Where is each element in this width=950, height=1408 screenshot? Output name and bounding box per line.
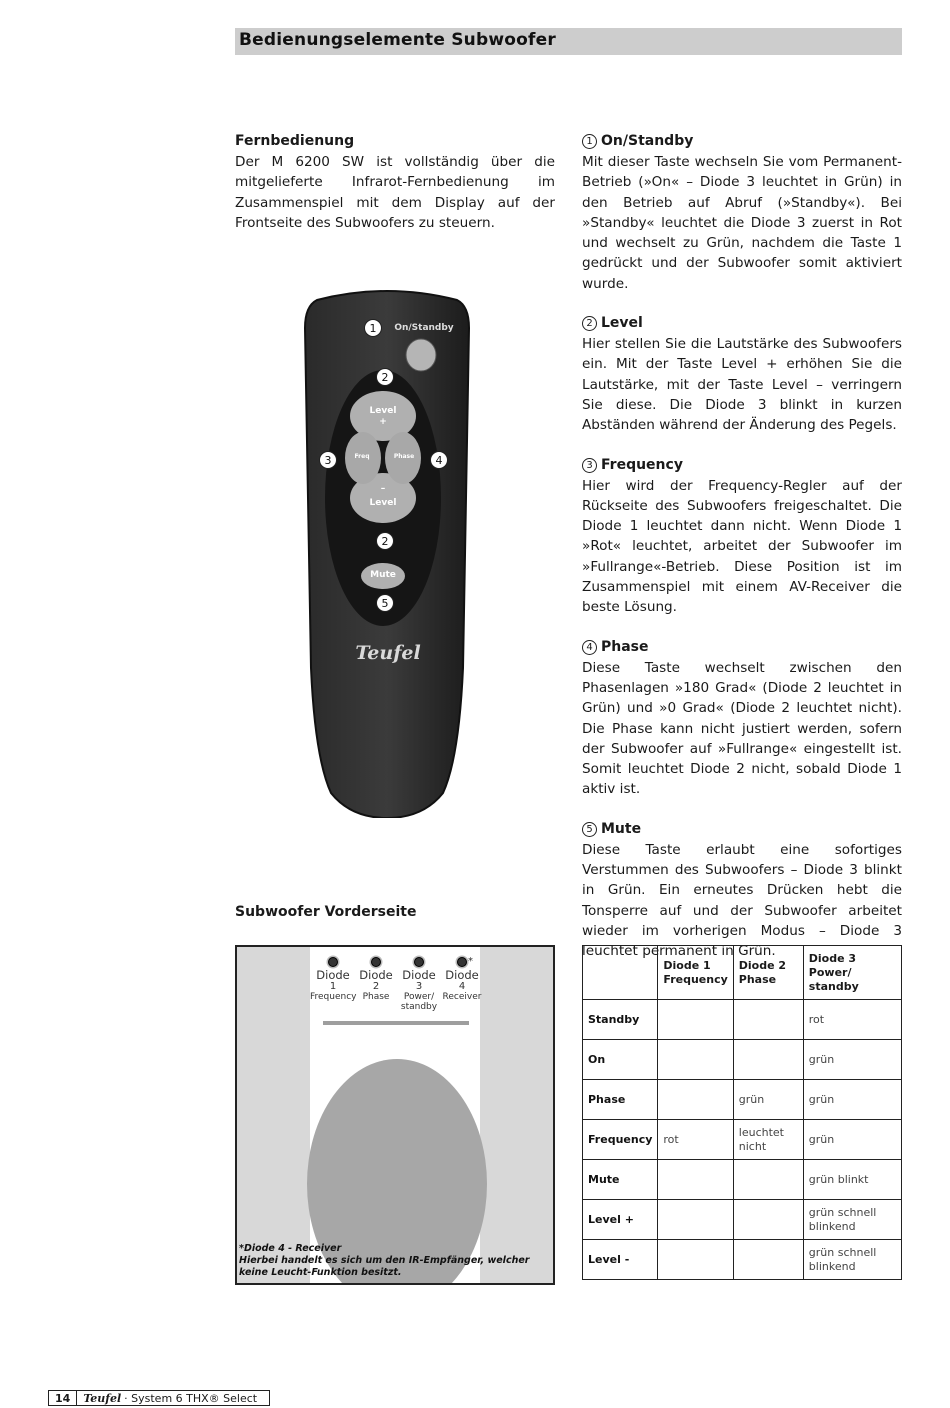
footnote-text: Hierbei handelt es sich um den IR-Empfänger, welcher keine Leucht-Funktion besitzt.	[239, 1255, 530, 1278]
section-level	[582, 314, 902, 435]
diode-4-number: 4	[458, 981, 466, 992]
table-cell	[658, 1040, 733, 1080]
section-title-on-standby: On/Standby	[601, 133, 694, 149]
row-label: Mute	[583, 1160, 658, 1200]
page-title: Bedienungselemente Subwoofer	[239, 30, 556, 50]
table-cell: grün blinkt	[803, 1160, 901, 1200]
panel-side-left	[237, 947, 310, 1283]
intro-title: Fernbedienung	[235, 133, 355, 149]
table-row	[583, 1200, 902, 1240]
front-panel-footnote	[239, 1243, 551, 1279]
button-descriptions	[582, 132, 902, 982]
remote-label-on-standby: On/Standby	[394, 323, 454, 333]
remote-label-level-plus: Level	[369, 406, 397, 416]
remote-callout-2-upper: 2	[376, 368, 394, 386]
page-number: 14	[49, 1391, 77, 1405]
remote-callout-3: 3	[319, 451, 337, 469]
diode-4	[439, 957, 485, 1002]
front-panel-title: Subwoofer Vorderseite	[235, 904, 417, 920]
section-on-standby	[582, 132, 902, 294]
footnote-title: *Diode 4 - Receiver	[239, 1243, 342, 1254]
table-cell	[733, 1240, 803, 1280]
table-row	[583, 1040, 902, 1080]
table-row	[583, 1160, 902, 1200]
table-header-row	[583, 946, 902, 1000]
table-cell	[658, 1200, 733, 1240]
diode-2-name: Diode	[359, 968, 393, 982]
diode-1-name: Diode	[316, 968, 350, 982]
section-text-mute: Diese Taste erlaubt eine sofortiges Verstummen des Subwoofers – Diode 3 blinkt in Grün. Ein erneutes Drücken hebt die Tonsperre auf und der Subwoofer arbeitet wieder im vorherigen Modus – Diode 3 leuchtet permanent in Grün.	[582, 841, 902, 960]
section-title-mute: Mute	[601, 820, 642, 837]
remote-callout-5: 5	[376, 594, 394, 612]
subwoofer-front-panel	[235, 945, 555, 1285]
remote-label-level-minus: Level	[369, 498, 397, 508]
row-label: Phase	[583, 1080, 658, 1120]
table-cell: grün	[803, 1120, 901, 1160]
remote-callout-1: 1	[364, 319, 382, 337]
diode-1-led	[328, 957, 338, 967]
section-text-frequency: Hier wird der Frequency-Regler auf der Rückseite des Subwoofers freigeschaltet. Die Diode 1 leuchtet dann nicht. Wenn Diode 1 »Rot« leuchtet, arbeitet der Subwoofer im »Fullrange«-Betrieb. Diese Position ist im Zusammenspiel mit einem AV-Receiver die beste Lösung.	[582, 477, 902, 616]
section-title-level: Level	[601, 315, 643, 332]
table-cell: grün	[733, 1080, 803, 1120]
table-cell	[733, 1000, 803, 1040]
section-frequency	[582, 456, 902, 618]
diode-1	[310, 957, 356, 1002]
diode-4-name: Diode	[445, 968, 479, 982]
diode-2	[353, 957, 399, 1002]
table-cell: leuchtet nicht	[733, 1120, 803, 1160]
section-text-phase: Diese Taste wechselt zwischen den Phasenlagen »180 Grad« (Diode 2 leuchtet in Grün) und »0 Grad« (Diode 2 leuchtet nicht). Die Phase kann nicht justiert werden, sofern der Subwoofer auf »Fullrange« eingestellt ist. Somit leuchtet Diode 2 nicht, sobald Diode 1 aktiv ist.	[582, 659, 902, 798]
diode-3-name: Diode	[402, 968, 436, 982]
section-phase	[582, 638, 902, 800]
diode-4-asterisk: *	[468, 956, 473, 967]
display-bar	[323, 1021, 469, 1025]
diode-3-led	[414, 957, 424, 967]
intro-text: Der M 6200 SW ist vollständig über die mitgelieferte Infrarot-Fernbedienung im Zusammenspiel mit dem Display auf der Frontseite des Subwoofers zu steuern.	[235, 154, 555, 231]
section-title-phase: Phase	[601, 638, 649, 655]
row-label: Level -	[583, 1240, 658, 1280]
diode-3-number: 3	[415, 981, 423, 992]
table-cell: grün	[803, 1040, 901, 1080]
table-cell	[658, 1160, 733, 1200]
table-cell: rot	[658, 1120, 733, 1160]
table-row	[583, 1120, 902, 1160]
diode-2-led	[371, 957, 381, 967]
table-cell	[733, 1200, 803, 1240]
section-number-5: 5	[582, 822, 597, 837]
table-header-diode-2: Diode 2 Phase	[733, 946, 803, 1000]
table-row	[583, 1000, 902, 1040]
table-header-diode-3: Diode 3 Power/ standby	[803, 946, 901, 1000]
diode-3-label-line2: standby	[400, 1002, 438, 1012]
table-row	[583, 1080, 902, 1120]
remote-label-minus: –	[380, 484, 386, 494]
table-header-diode-1: Diode 1 Frequency	[658, 946, 733, 1000]
remote-label-mute: Mute	[370, 570, 396, 580]
section-number-1: 1	[582, 134, 597, 149]
remote-callout-4: 4	[430, 451, 448, 469]
diode-4-led	[457, 957, 467, 967]
diode-2-label: Phase	[362, 992, 390, 1002]
remote-brand-logo: Teufel	[355, 642, 421, 664]
section-number-4: 4	[582, 640, 597, 655]
diode-4-label: Receiver	[442, 992, 482, 1002]
table-cell	[733, 1160, 803, 1200]
diode-2-number: 2	[372, 981, 380, 992]
page-header	[235, 28, 902, 55]
section-text-on-standby: Mit dieser Taste wechseln Sie vom Permanent-Betrieb (»On« – Diode 3 leuchtet in Grün) in den Betrieb auf Abruf (»Standby«). Bei »Standby« leuchtet die Diode 3 zuerst in Rot und wechselt zu Grün, nachdem die Taste 1 gedrückt und der Subwoofer somit aktiviert wurde.	[582, 154, 902, 292]
table-row	[583, 1240, 902, 1280]
remote-label-phase: Phase	[393, 453, 415, 460]
row-label: On	[583, 1040, 658, 1080]
table-cell: grün schnell blinkend	[803, 1200, 901, 1240]
table-cell	[658, 1000, 733, 1040]
remote-callout-2-lower: 2	[376, 532, 394, 550]
section-number-3: 3	[582, 458, 597, 473]
remote-control-illustration	[303, 288, 471, 818]
row-label: Level +	[583, 1200, 658, 1240]
page-footer	[48, 1390, 270, 1406]
footer-brand: Teufel	[83, 1391, 122, 1405]
panel-side-right	[480, 947, 553, 1283]
section-title-frequency: Frequency	[601, 456, 683, 473]
diode-1-number: 1	[329, 981, 337, 992]
row-label: Frequency	[583, 1120, 658, 1160]
diode-3-label: Power/	[403, 992, 435, 1002]
diode-1-label: Frequency	[310, 992, 357, 1002]
intro-column	[235, 132, 555, 233]
table-cell: rot	[803, 1000, 901, 1040]
remote-label-plus: +	[379, 417, 387, 427]
section-number-2: 2	[582, 316, 597, 331]
table-cell: grün schnell blinkend	[803, 1240, 901, 1280]
table-cell	[733, 1040, 803, 1080]
remote-label-freq: Freq	[354, 453, 370, 460]
table-cell	[658, 1240, 733, 1280]
table-header-empty	[583, 946, 658, 1000]
table-cell	[658, 1080, 733, 1120]
footer-text: · System 6 THX® Select	[124, 1391, 258, 1405]
row-label: Standby	[583, 1000, 658, 1040]
diode-3	[396, 957, 442, 1012]
section-text-level: Hier stellen Sie die Lautstärke des Subwoofers ein. Mit der Taste Level + erhöhen Sie die Lautstärke, mit der Taste Level – verringern Sie diese. Die Diode 3 blinkt in kurzen Abständen während der Änderung des Pegels.	[582, 336, 902, 434]
table-cell: grün	[803, 1080, 901, 1120]
diode-status-table	[582, 945, 902, 1280]
section-mute	[582, 820, 902, 962]
